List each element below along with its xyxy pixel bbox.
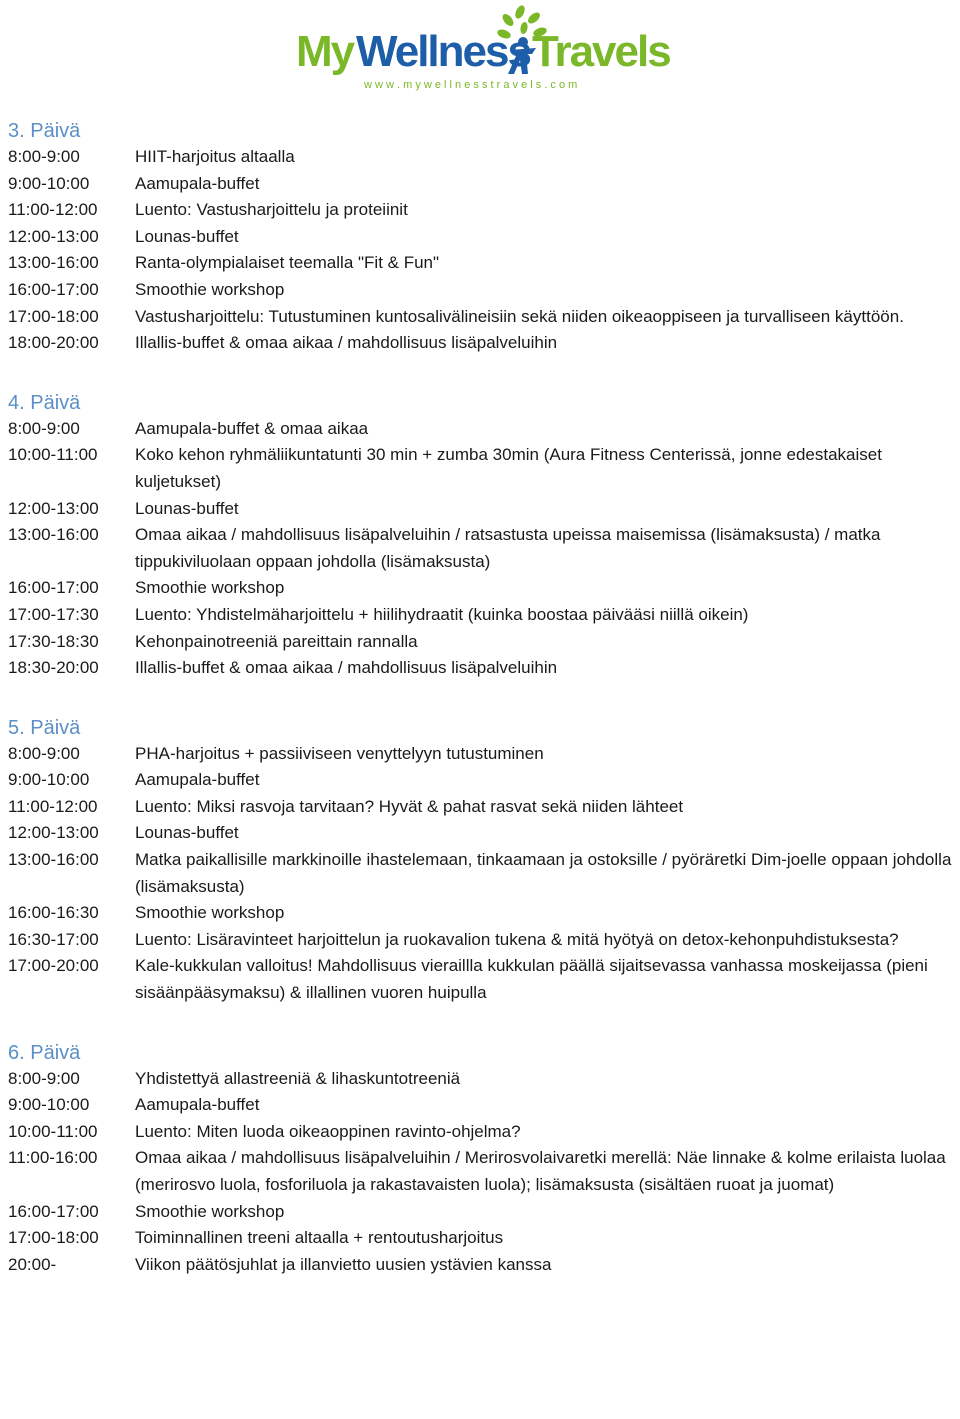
schedule-row <box>8 144 958 171</box>
schedule-time: 13:00-16:00 <box>8 525 99 545</box>
schedule-activity: Lounas-buffet <box>135 823 239 843</box>
schedule-time: 9:00-10:00 <box>8 173 90 193</box>
schedule-activity: Aamupala-buffet <box>135 1095 260 1115</box>
brand-my: My <box>296 27 354 76</box>
schedule-activity: Smoothie workshop <box>135 578 285 598</box>
schedule-activity: Aamupala-buffet & omaa aikaa <box>135 418 369 438</box>
schedule-row <box>8 416 958 443</box>
schedule-time: 8:00-9:00 <box>8 147 80 166</box>
schedule-time: 16:00-17:00 <box>8 1201 99 1221</box>
schedule-time: 10:00-11:00 <box>8 445 98 465</box>
schedule-row <box>8 224 958 251</box>
schedule-activity: Luento: Yhdistelmäharjoittelu + hiilihydraatit (kuinka boostaa päivääsi niillä oikein) <box>135 604 749 624</box>
schedule-time: 11:00-12:00 <box>8 200 98 220</box>
schedule-row <box>8 794 958 821</box>
schedule-time: 18:30-20:00 <box>8 658 99 678</box>
day-section <box>8 715 958 1007</box>
schedule-activity: Aamupala-buffet <box>135 770 260 790</box>
schedule-activity: Luento: Lisäravinteet harjoittelun ja ruokavalion tukena & mitä hyötyä on detox-kehonpuhdistuksesta? <box>135 929 899 949</box>
schedule-time: 16:00-16:30 <box>8 903 99 923</box>
schedule-row <box>8 304 958 331</box>
schedule-time: 11:00-16:00 <box>8 1148 98 1168</box>
schedule-activity: Aamupala-buffet <box>135 173 260 193</box>
schedule-time: 8:00-9:00 <box>8 1068 80 1088</box>
schedule-activity: Smoothie workshop <box>135 279 285 299</box>
schedule-activity: Kale-kukkulan valloitus! Mahdollisuus vieraillla kukkulan päällä sijaitsevassa vanhassa moskeijassa (pieni sisäänpääsymaksu) & illallinen vuoren huipulla <box>135 956 928 1003</box>
brand-travels: Travels <box>532 27 670 76</box>
schedule-time: 13:00-16:00 <box>8 850 99 870</box>
schedule-row <box>8 330 958 357</box>
schedule-row <box>8 1145 958 1198</box>
schedule-row <box>8 1199 958 1226</box>
schedule-time: 20:00- <box>8 1254 57 1274</box>
schedule-row <box>8 820 958 847</box>
schedule-row <box>8 900 958 927</box>
schedule-time: 11:00-12:00 <box>8 796 98 816</box>
schedule-row <box>8 741 958 768</box>
schedule-activity: Illallis-buffet & omaa aikaa / mahdollisuus lisäpalveluihin <box>135 658 558 678</box>
schedule-row <box>8 522 958 575</box>
schedule-row <box>8 250 958 277</box>
schedule-activity: Kehonpainotreeniä pareittain rannalla <box>135 631 418 651</box>
itinerary <box>8 118 958 1278</box>
schedule-row <box>8 171 958 198</box>
schedule-row <box>8 602 958 629</box>
schedule-row <box>8 197 958 224</box>
schedule-activity: Ranta-olympialaiset teemalla "Fit & Fun" <box>135 253 440 273</box>
day-title: 4. Päivä <box>8 391 81 414</box>
schedule-activity: Koko kehon ryhmäliikuntatunti 30 min + zumba 30min (Aura Fitness Centerissä, jonne edestakaiset kuljetukset) <box>135 445 882 491</box>
schedule-row <box>8 655 958 682</box>
brand-url: w w w . m y w e l l n e s s t r a v e l s . c o m <box>364 79 578 91</box>
schedule-time: 12:00-13:00 <box>8 226 99 246</box>
schedule-time: 16:30-17:00 <box>8 929 99 949</box>
schedule-row <box>8 1252 958 1279</box>
schedule-activity: PHA-harjoitus + passiiviseen venyttelyyn tutustuminen <box>135 743 544 763</box>
schedule-activity: Lounas-buffet <box>135 226 239 246</box>
schedule-activity: Lounas-buffet <box>135 498 239 518</box>
schedule-time: 18:00-20:00 <box>8 333 99 353</box>
brand-logo <box>296 4 672 96</box>
schedule-activity: Omaa aikaa / mahdollisuus lisäpalveluihin / Merirosvolaivaretki merellä: Näe linnake & kolme erilaista luolaa (merirosvo luola, fosforiluola ja rakastavaisten luola); lisämaksusta (sisältäen ruoat ja juomat) <box>135 1148 946 1194</box>
schedule-row <box>8 575 958 602</box>
schedule-row <box>8 847 958 900</box>
schedule-time: 12:00-13:00 <box>8 498 99 518</box>
schedule-time: 10:00-11:00 <box>8 1121 98 1141</box>
schedule-time: 12:00-13:00 <box>8 823 99 843</box>
schedule-activity: Smoothie workshop <box>135 1201 285 1221</box>
schedule-row <box>8 953 958 1006</box>
day-title: 6. Päivä <box>8 1041 81 1064</box>
schedule-activity: Smoothie workshop <box>135 903 285 923</box>
schedule-time: 17:00-20:00 <box>8 956 99 976</box>
day-section <box>8 118 958 357</box>
schedule-activity: HIIT-harjoitus altaalla <box>135 147 295 166</box>
schedule-time: 8:00-9:00 <box>8 743 80 763</box>
schedule-activity: Yhdistettyä allastreeniä & lihaskuntotreeniä <box>135 1068 461 1088</box>
schedule-row <box>8 496 958 523</box>
day-section <box>8 390 958 682</box>
schedule-row <box>8 767 958 794</box>
schedule-time: 17:00-17:30 <box>8 604 99 624</box>
schedule-time: 17:00-18:00 <box>8 306 99 326</box>
schedule-activity: Matka paikallisille markkinoille ihastelemaan, tinkaamaan ja ostoksille / pyöräretki Dim-joelle oppaan johdolla (lisämaksusta) <box>135 850 952 896</box>
schedule-row <box>8 629 958 656</box>
schedule-activity: Vastusharjoittelu: Tutustuminen kuntosalivälineisiin sekä niiden oikeaoppiseen ja turvalliseen käyttöön. <box>135 306 904 326</box>
schedule-row <box>8 927 958 954</box>
schedule-activity: Toiminnallinen treeni altaalla + rentoutusharjoitus <box>135 1228 504 1248</box>
schedule-time: 9:00-10:00 <box>8 1095 90 1115</box>
schedule-activity: Viikon päätösjuhlat ja illanvietto uusien ystävien kanssa <box>135 1254 552 1274</box>
schedule-time: 16:00-17:00 <box>8 578 99 598</box>
schedule-time: 8:00-9:00 <box>8 418 80 438</box>
schedule-row <box>8 1119 958 1146</box>
schedule-row <box>8 1092 958 1119</box>
schedule-activity: Luento: Miksi rasvoja tarvitaan? Hyvät & pahat rasvat sekä niiden lähteet <box>135 796 684 816</box>
schedule-row <box>8 1225 958 1252</box>
schedule-time: 9:00-10:00 <box>8 770 90 790</box>
day-title: 5. Päivä <box>8 716 81 739</box>
day-title: 3. Päivä <box>8 120 81 142</box>
brand-wellness: Wellness <box>356 27 530 76</box>
schedule-row <box>8 1066 958 1093</box>
schedule-time: 17:30-18:30 <box>8 631 99 651</box>
schedule-time: 17:00-18:00 <box>8 1228 99 1248</box>
schedule-activity: Omaa aikaa / mahdollisuus lisäpalveluihin / ratsastusta upeissa maisemissa (lisämaksusta) / matka tippukiviluolaan oppaan johdolla (lisämaksusta) <box>135 525 881 571</box>
schedule-time: 13:00-16:00 <box>8 253 99 273</box>
schedule-row <box>8 277 958 304</box>
schedule-activity: Illallis-buffet & omaa aikaa / mahdollisuus lisäpalveluihin <box>135 333 558 353</box>
schedule-time: 16:00-17:00 <box>8 279 99 299</box>
schedule-activity: Luento: Miten luoda oikeaoppinen ravinto-ohjelma? <box>135 1121 521 1141</box>
schedule-row <box>8 442 958 495</box>
day-section <box>8 1040 958 1279</box>
schedule-activity: Luento: Vastusharjoittelu ja proteiinit <box>135 200 408 220</box>
